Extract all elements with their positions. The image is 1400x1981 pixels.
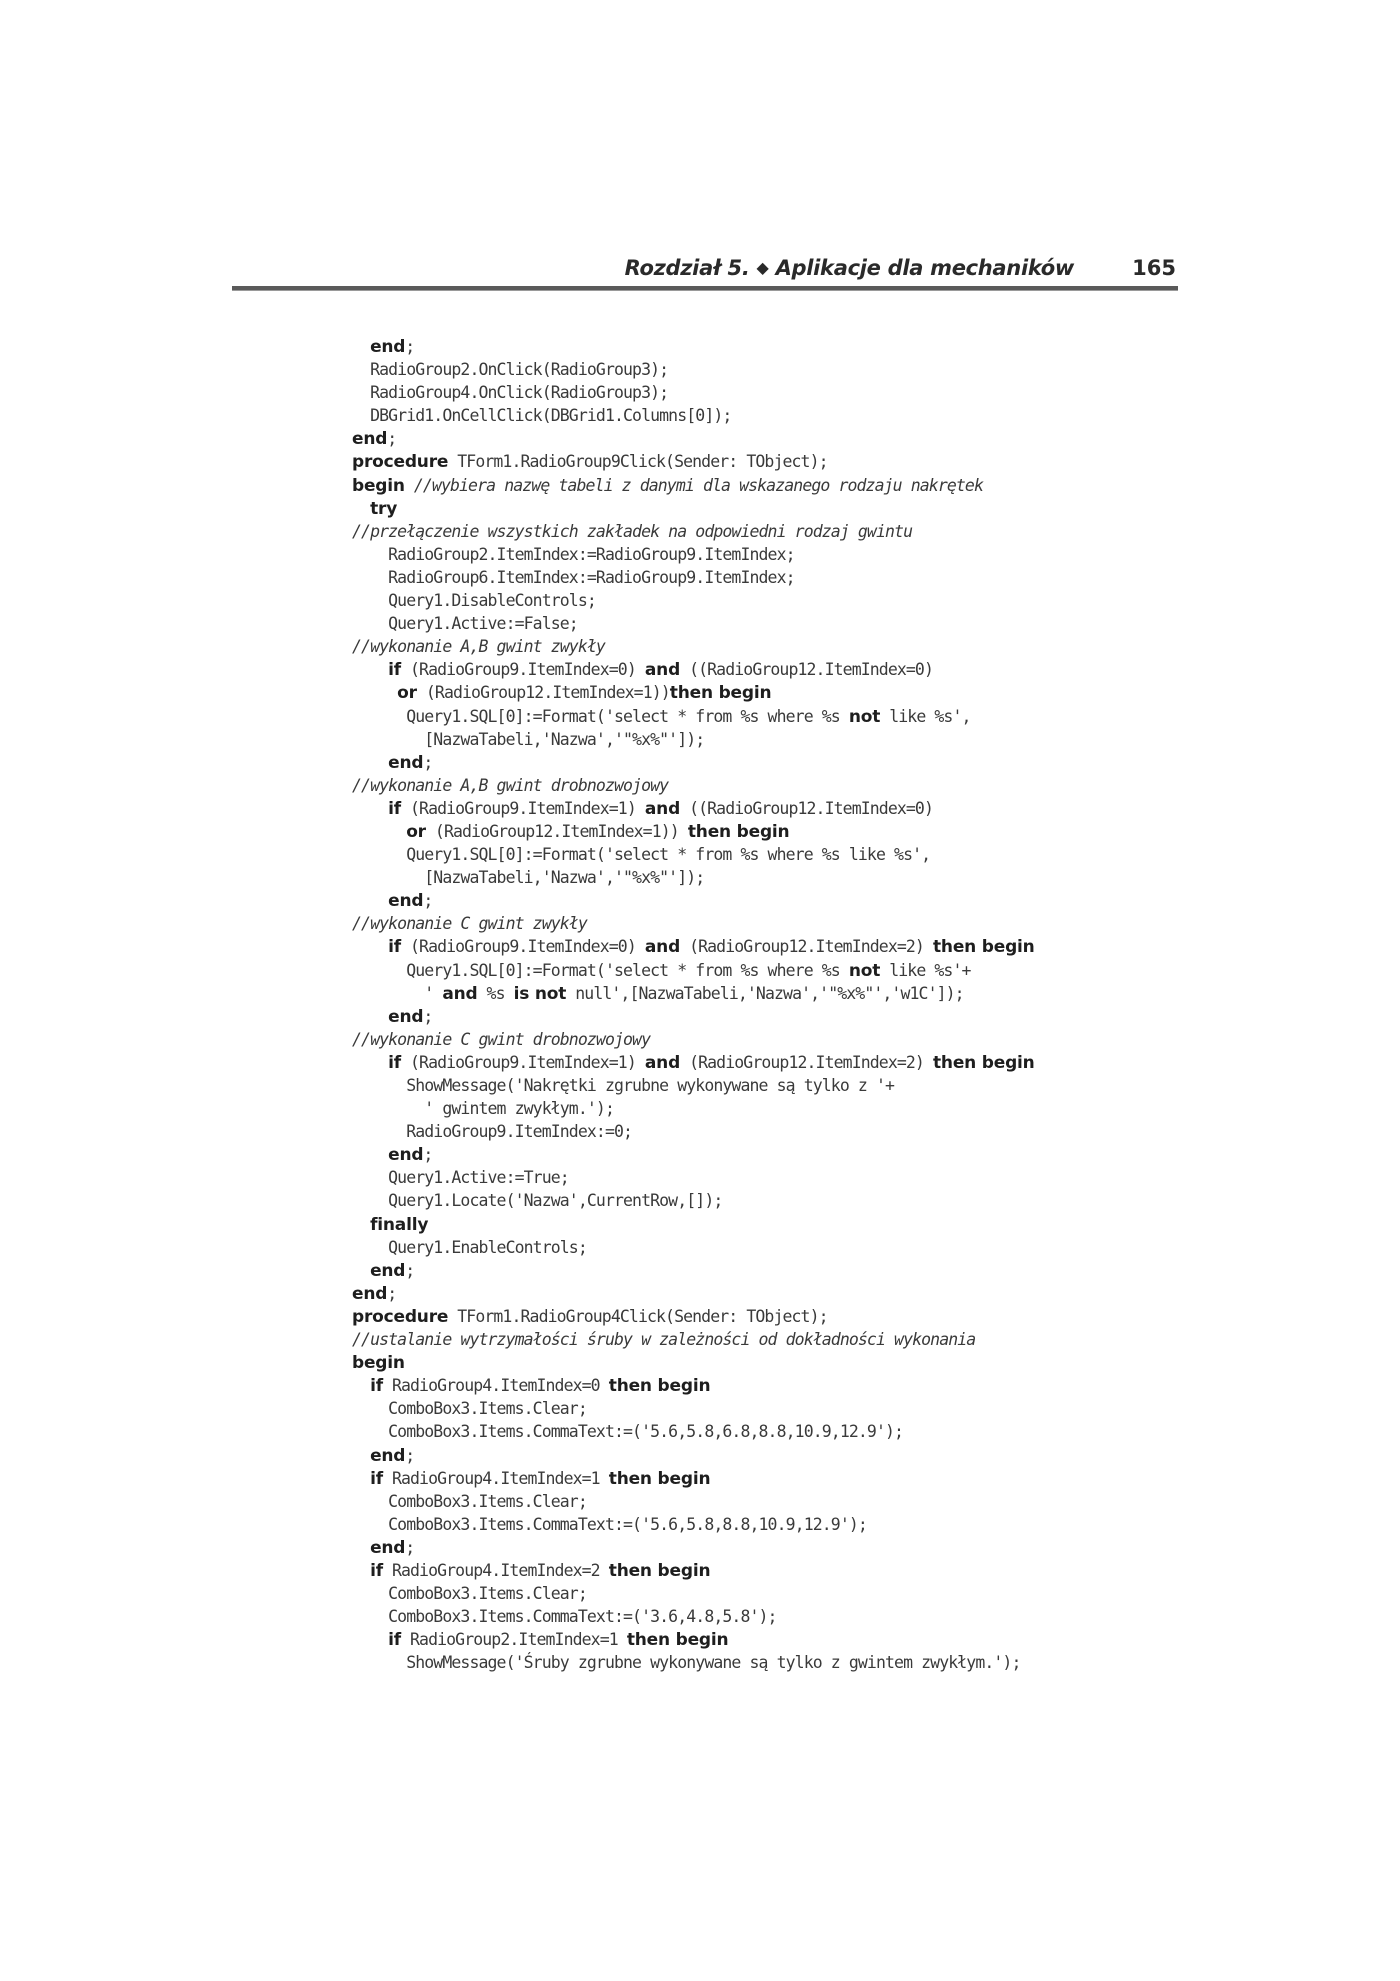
code-text [352,891,388,910]
code-comment: //wykonanie C gwint drobnozwojowy [352,1029,651,1049]
code-line [352,1120,1172,1143]
chapter-heading [625,256,1074,280]
code-keyword: then begin [687,821,790,842]
code-line [352,1628,1172,1651]
code-text: (RadioGroup9.ItemIndex=1) [400,798,645,818]
code-line [352,681,1172,704]
code-line [352,358,1172,381]
code-line [352,381,1172,404]
code-keyword: end [370,1537,406,1558]
code-text: TForm1.RadioGroup9Click(Sender: TObject); [448,452,828,472]
code-line [352,1351,1172,1374]
code-line [352,959,1172,982]
code-keyword: if [388,660,401,681]
code-line [352,1420,1172,1443]
code-text: ' gwintem zwykłym.'); [352,1099,614,1119]
code-line [352,1282,1172,1305]
code-text: %s [477,983,514,1003]
code-text: like %s', [880,706,971,726]
code-line [352,797,1172,820]
code-text: ; [405,1537,415,1557]
code-keyword: if [388,937,401,958]
code-text: ((RadioGroup12.ItemIndex=0) [680,798,933,818]
code-line [352,1051,1172,1074]
code-line [352,843,1172,866]
code-line [352,474,1172,497]
code-line [352,982,1172,1005]
code-text: RadioGroup9.ItemIndex:=0; [352,1122,633,1142]
code-line [352,751,1172,774]
code-line [352,404,1172,427]
code-line [352,1213,1172,1236]
code-keyword: end [352,1283,388,1304]
code-keyword: not [848,706,881,727]
code-line [352,1074,1172,1097]
code-line [352,728,1172,751]
code-text: (RadioGroup9.ItemIndex=1) [400,1052,645,1072]
code-line [352,589,1172,612]
code-line [352,1328,1172,1351]
code-keyword: finally [370,1214,429,1235]
code-text: Query1.EnableControls; [352,1237,587,1257]
code-text [405,476,414,495]
code-text: RadioGroup4.ItemIndex=1 [382,1468,609,1488]
code-text [352,1145,388,1164]
code-keyword: end [370,1445,406,1466]
code-keyword: if [370,1376,383,1397]
code-line [352,820,1172,843]
code-keyword: and [644,1052,681,1073]
code-keyword: not [848,960,881,981]
code-keyword: then begin [933,1052,1035,1073]
code-keyword: end [370,1260,406,1281]
code-text: ComboBox3.Items.Clear; [352,1399,587,1419]
code-text [352,660,388,679]
code-text: ComboBox3.Items.CommaText:=('5.6,5.8,8.8,10.9,12.9'); [352,1514,867,1534]
code-comment: //wykonanie A,B gwint zwykły [352,637,605,657]
code-line [352,1490,1172,1513]
running-header [232,256,1178,286]
code-line [352,1305,1172,1328]
code-keyword: and [442,983,478,1004]
page-number: 165 [1132,256,1176,280]
code-keyword: and [644,798,681,819]
code-text: (RadioGroup9.ItemIndex=0) [400,660,645,680]
code-text [352,1469,370,1488]
code-text [352,683,397,702]
code-line [352,1559,1172,1582]
code-line [352,912,1172,935]
code-keyword: then begin [933,937,1035,958]
code-text: ((RadioGroup12.ItemIndex=0) [680,660,933,680]
code-line [352,612,1172,635]
code-text: RadioGroup2.ItemIndex=1 [400,1630,627,1650]
code-line [352,1467,1172,1490]
code-text: TForm1.RadioGroup4Click(Sender: TObject); [448,1306,828,1326]
code-line [352,658,1172,681]
code-line [352,1166,1172,1189]
code-line [352,935,1172,958]
code-line [352,1444,1172,1467]
code-text: ; [423,752,433,772]
code-text: ' [352,983,443,1003]
code-keyword: begin [352,475,405,496]
code-text [352,337,370,356]
code-keyword: then begin [608,1376,711,1397]
code-text [352,799,388,818]
code-line [352,335,1172,358]
code-text: RadioGroup2.ItemIndex:=RadioGroup9.ItemIndex; [352,544,795,564]
code-keyword: or [397,683,417,704]
code-keyword: then begin [608,1560,711,1581]
code-text [352,937,388,956]
code-keyword: if [388,798,401,819]
code-line [352,1397,1172,1420]
code-keyword: or [406,821,426,842]
code-keyword: end [370,337,406,357]
code-text: ShowMessage('Nakrętki zgrubne wykonywane są tylko z '+ [352,1076,895,1095]
code-keyword: end [352,429,388,450]
code-text: ; [423,891,433,911]
code-text: Query1.SQL[0]:=Format('select * from %s where %s like %s', [352,845,931,865]
code-text: ; [405,337,415,356]
code-keyword: end [388,1006,424,1027]
code-keyword: is not [513,983,567,1004]
code-keyword: end [388,752,424,773]
chapter-label: Rozdział 5. [624,256,750,280]
code-text: Query1.Active:=False; [352,614,578,634]
code-text: [NazwaTabeli,'Nazwa','"%x%"']); [352,729,705,749]
code-comment: //przełączenie wszystkich zakładek na odpowiedni rodzaj gwintu [352,521,913,541]
code-text: (RadioGroup12.ItemIndex=1)) [425,821,688,841]
code-text: (RadioGroup12.ItemIndex=1)) [416,683,670,703]
code-comment: //ustalanie wytrzymałości śruby w zależności od dokładności wykonania [352,1330,976,1350]
code-text [352,1561,370,1580]
header-rule [232,286,1178,291]
code-line [352,1513,1172,1536]
code-line [352,1143,1172,1166]
code-text: ComboBox3.Items.Clear; [352,1584,587,1604]
code-keyword: and [644,660,681,681]
code-text: (RadioGroup9.ItemIndex=0) [400,937,645,957]
code-text: ; [405,1445,415,1465]
code-text: RadioGroup4.ItemIndex=0 [382,1376,609,1396]
code-text: RadioGroup2.OnClick(RadioGroup3); [352,360,669,380]
code-text: (RadioGroup12.ItemIndex=2) [680,937,933,957]
code-line [352,427,1172,450]
code-line [352,1605,1172,1628]
code-text: ; [387,1283,397,1303]
code-line [352,1651,1172,1674]
code-text: Query1.SQL[0]:=Format('select * from %s where %s [352,706,849,726]
code-line [352,705,1172,728]
code-line [352,1536,1172,1559]
code-keyword: procedure [352,1306,449,1327]
code-keyword: then begin [669,683,772,704]
code-text: RadioGroup4.ItemIndex=2 [382,1560,609,1580]
code-text [352,499,370,518]
code-line [352,1259,1172,1282]
code-text: ComboBox3.Items.CommaText:=('5.6,5.8,6.8,8.8,10.9,12.9'); [352,1422,904,1442]
code-text: [NazwaTabeli,'Nazwa','"%x%"']); [352,868,705,888]
code-line [352,566,1172,589]
code-listing [352,335,1172,1674]
code-text [352,753,388,772]
code-text: Query1.Locate('Nazwa',CurrentRow,[]); [352,1191,723,1211]
code-text: RadioGroup6.ItemIndex:=RadioGroup9.ItemIndex; [352,567,795,587]
code-text: Query1.Active:=True; [352,1168,569,1188]
code-line [352,520,1172,543]
code-text: ShowMessage('Śruby zgrubne wykonywane są tylko z gwintem zwykłym.'); [352,1653,1021,1673]
code-keyword: end [388,891,424,912]
code-line [352,774,1172,797]
code-keyword: and [644,937,681,958]
code-line [352,1236,1172,1259]
code-text [352,1630,388,1649]
code-text: DBGrid1.OnCellClick(DBGrid1.Columns[0]); [352,406,732,426]
code-comment: //wykonanie A,B gwint drobnozwojowy [352,775,669,795]
code-text: ; [405,1260,415,1280]
code-text [352,1215,370,1234]
code-keyword: if [388,1052,401,1073]
code-text: RadioGroup4.OnClick(RadioGroup3); [352,383,669,403]
code-text: Query1.DisableControls; [352,591,596,611]
code-text: ; [423,1145,433,1165]
code-line [352,1374,1172,1397]
code-line [352,497,1172,520]
code-line [352,635,1172,658]
code-keyword: begin [352,1353,405,1374]
code-line [352,1189,1172,1212]
code-text: ComboBox3.Items.CommaText:=('3.6,4.8,5.8'); [352,1607,777,1627]
code-keyword: then begin [626,1630,729,1651]
code-line [352,1028,1172,1051]
code-line [352,1097,1172,1120]
code-text: ; [387,429,397,449]
code-keyword: then begin [608,1468,711,1489]
code-keyword: end [388,1145,424,1166]
code-line [352,889,1172,912]
chapter-title: Aplikacje dla mechaników [775,256,1074,280]
code-comment: //wybiera nazwę tabeli z danymi dla wskazanego rodzaju nakrętek [413,475,983,495]
diamond-separator-icon: ◆ [756,258,769,277]
code-text [352,1446,370,1465]
code-text [352,822,406,841]
code-keyword: if [370,1560,383,1581]
code-text [352,1007,388,1026]
code-line [352,543,1172,566]
code-text: ComboBox3.Items.Clear; [352,1491,587,1511]
code-text [352,1261,370,1280]
code-keyword: procedure [352,452,449,473]
code-text [352,1053,388,1072]
code-text: like %s'+ [880,960,971,980]
code-line [352,866,1172,889]
code-text: null',[NazwaTabeli,'Nazwa','"%x%"','w1C']); [566,983,964,1003]
code-keyword: try [370,498,398,519]
code-line [352,1005,1172,1028]
code-comment: //wykonanie C gwint zwykły [352,914,587,934]
code-text: ; [423,1006,433,1026]
code-line [352,450,1172,473]
code-text: Query1.SQL[0]:=Format('select * from %s where %s [352,960,849,980]
code-keyword: if [370,1468,383,1489]
code-text [352,1376,370,1395]
code-text: (RadioGroup12.ItemIndex=2) [680,1052,933,1072]
code-text [352,1538,370,1557]
code-keyword: if [388,1630,401,1651]
code-line [352,1582,1172,1605]
